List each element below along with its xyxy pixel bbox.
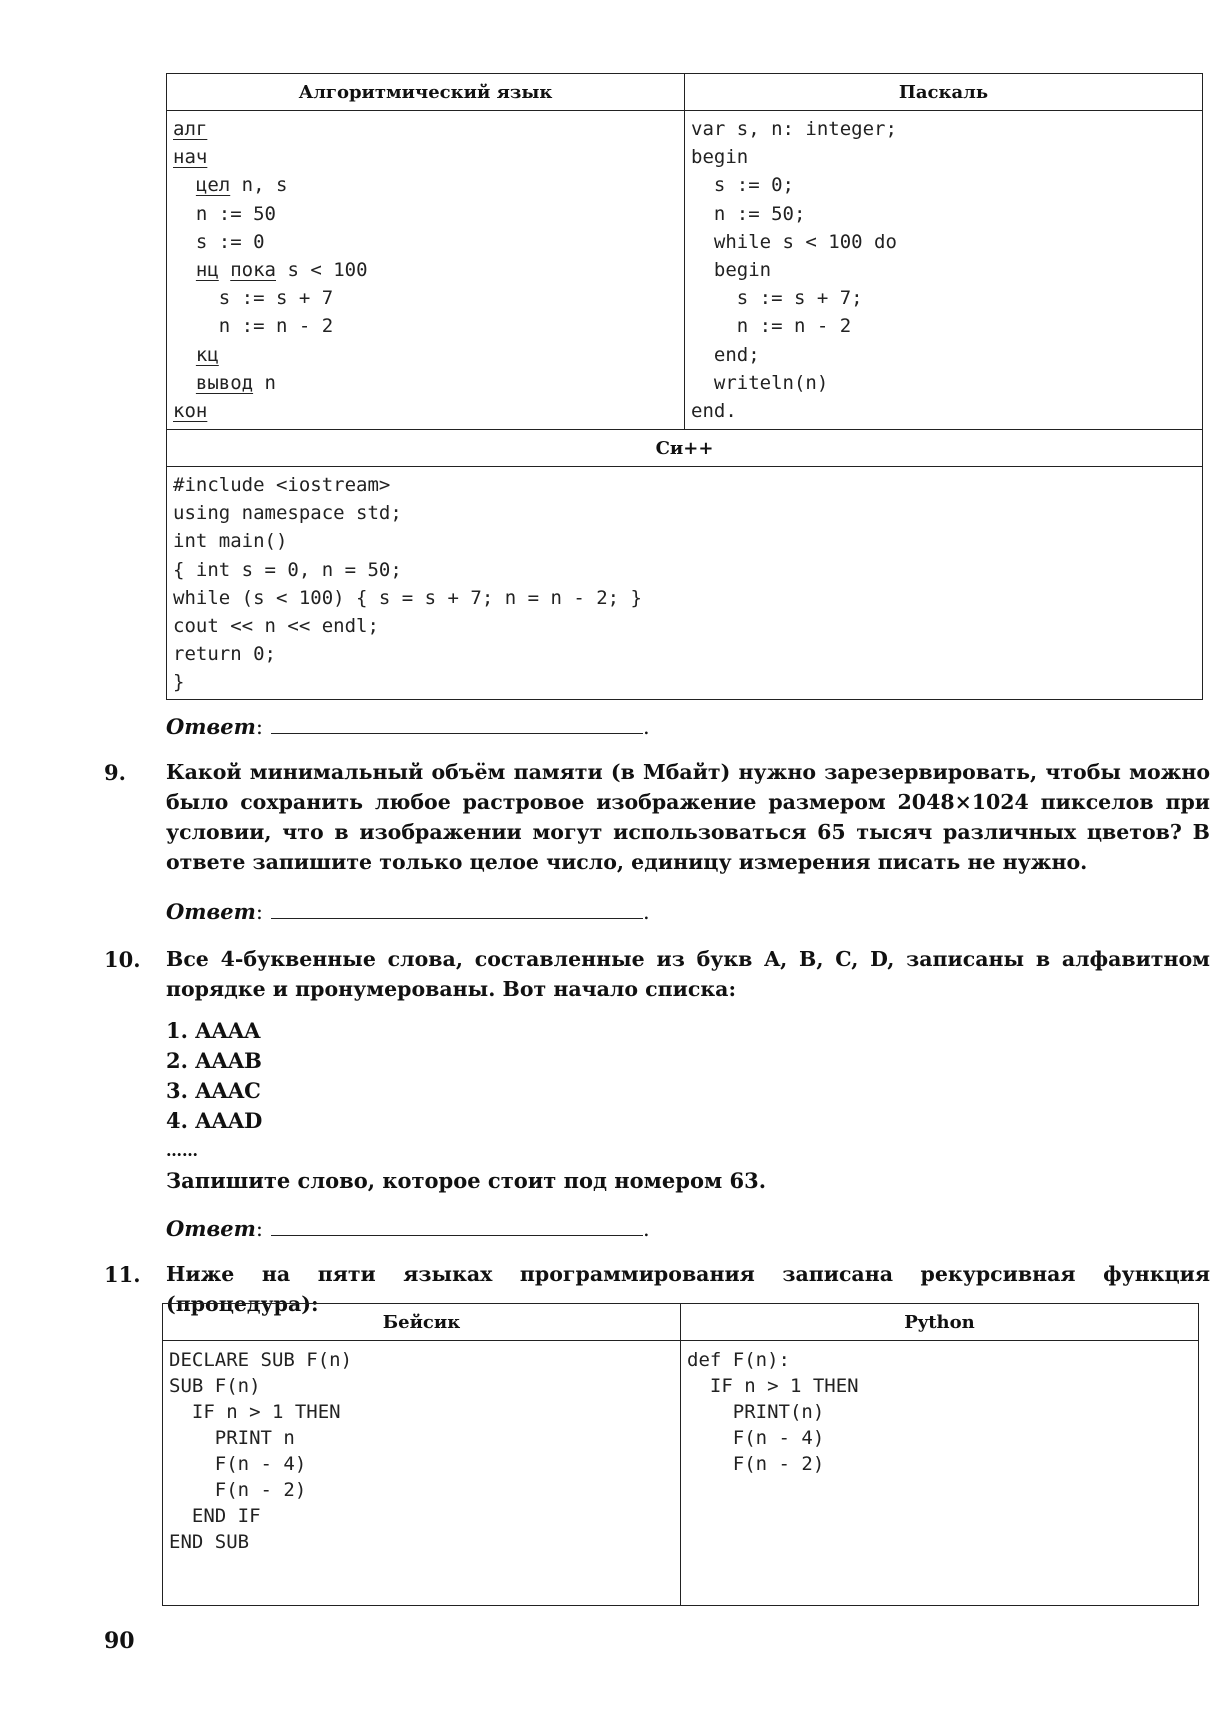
cpp-code	[167, 467, 1202, 699]
answer-blank	[271, 1213, 643, 1236]
keyword: алг	[173, 118, 208, 140]
keyword: кц	[195, 343, 219, 366]
question-10-task: Запишите слово, которое стоит под номером 63.	[166, 1168, 767, 1193]
recursion-table	[162, 1303, 1199, 1606]
answer-line-q10: Ответ: .	[166, 1213, 650, 1241]
code-line	[173, 397, 678, 425]
word-list	[166, 1016, 766, 1196]
code-line: F(n - 4)	[169, 1453, 307, 1475]
header-python: Python	[681, 1304, 1199, 1341]
header-basic: Бейсик	[163, 1304, 681, 1341]
code-line: begin	[691, 258, 772, 281]
code-line: { int s = 0, n = 50;	[173, 558, 402, 581]
question-11-text: Ниже на пяти языках программирования записана рекурсивная функция (процедура):	[166, 1262, 1210, 1316]
code-line: }	[173, 671, 185, 694]
code-line: end.	[691, 399, 737, 422]
code-line: s := 0;	[691, 174, 794, 197]
question-9-number: 9.	[104, 760, 126, 785]
cpp-code-cell	[167, 467, 1203, 700]
list-item: 2. AAAB	[166, 1048, 262, 1073]
pascal-code-cell	[685, 111, 1203, 430]
code-line: PRINT n	[169, 1427, 295, 1449]
pascal-code	[685, 111, 1202, 427]
code-line: #include <iostream>	[173, 474, 391, 496]
header-cpp: Си++	[167, 430, 1203, 467]
code-line: n := n - 2	[691, 315, 852, 338]
answer-line-q8: Ответ: .	[166, 711, 650, 739]
question-10-number: 10.	[104, 947, 141, 972]
header-pascal: Паскаль	[685, 74, 1203, 111]
algorithmic-code	[167, 111, 684, 427]
question-9-text: Какой минимальный объём памяти (в Мбайт) нужно зарезервировать, чтобы можно было сохранить любое растровое изображение размером 2048×1024 пикселов при условии, что в изображении могут использоваться 65 тысяч различных цветов? В ответе запишите только целое число, единицу измерения писать не нужно.	[166, 760, 1210, 874]
python-code-cell	[681, 1341, 1199, 1606]
code-line: PRINT(n)	[687, 1401, 825, 1423]
code-line: writeln(n)	[691, 371, 829, 394]
code-line: s := s + 7	[173, 287, 334, 310]
keyword: цел	[195, 174, 231, 197]
question-11-number: 11.	[104, 1262, 141, 1287]
answer-blank	[271, 711, 643, 734]
basic-code	[163, 1341, 680, 1557]
code-line: n := 50;	[691, 202, 806, 225]
answer-line-q9: Ответ: .	[166, 896, 650, 924]
code-line: DECLARE SUB F(n)	[169, 1349, 353, 1371]
code-line: end;	[691, 343, 760, 366]
code-line: F(n - 4)	[687, 1427, 825, 1449]
code-line	[173, 143, 678, 171]
answer-blank	[271, 896, 643, 919]
list-item: 1. AAAA	[166, 1018, 261, 1043]
code-line: def F(n):	[687, 1349, 790, 1371]
algorithmic-code-cell	[167, 111, 685, 430]
code-line: F(n - 2)	[169, 1479, 307, 1501]
code-line	[173, 115, 678, 143]
code-line: SUB F(n)	[169, 1375, 261, 1397]
code-line: END SUB	[169, 1531, 250, 1553]
python-code	[681, 1341, 1198, 1479]
code-line: нц пока s < 100	[195, 258, 368, 281]
code-line: n := 50	[173, 202, 276, 225]
code-line: цел n, s	[195, 174, 288, 197]
answer-label: Ответ	[166, 899, 256, 924]
code-line: вывод n	[195, 371, 276, 394]
basic-code-cell	[163, 1341, 681, 1606]
code-line: while (s < 100) { s = s + 7; n = n - 2; }	[173, 586, 642, 609]
code-line: int main()	[173, 530, 288, 553]
keyword: пока	[230, 258, 276, 281]
keyword: нач	[173, 146, 208, 169]
code-line: F(n - 2)	[687, 1453, 825, 1475]
list-item: 4. AAAD	[166, 1108, 263, 1133]
header-algorithmic: Алгоритмический язык	[167, 74, 685, 111]
code-line: using namespace std;	[173, 502, 402, 525]
code-line: begin	[691, 146, 749, 169]
keyword: вывод	[195, 371, 254, 394]
code-line: s := 0	[173, 230, 265, 253]
code-line: while s < 100 do	[691, 230, 897, 253]
page-number: 90	[104, 1628, 135, 1654]
code-line: return 0;	[173, 643, 276, 666]
code-line	[173, 341, 678, 369]
list-ellipsis: ……	[166, 1141, 198, 1160]
code-line: IF n > 1 THEN	[687, 1375, 859, 1397]
code-line: s := s + 7;	[691, 287, 863, 310]
keyword: кон	[173, 399, 208, 422]
answer-label: Ответ	[166, 1216, 256, 1241]
answer-label: Ответ	[166, 714, 256, 739]
code-line: var s, n: integer;	[691, 118, 897, 140]
program-table	[166, 73, 1203, 700]
code-line: cout << n << endl;	[173, 614, 379, 637]
question-10-text: Все 4-буквенные слова, составленные из букв A, B, C, D, записаны в алфавитном порядке и пронумерованы. Вот начало списка:	[166, 947, 1210, 1001]
code-line: IF n > 1 THEN	[169, 1401, 341, 1423]
code-line: n := n - 2	[173, 315, 334, 338]
keyword: нц	[195, 258, 219, 281]
list-item: 3. AAAC	[166, 1078, 261, 1103]
code-line: END IF	[169, 1505, 261, 1527]
